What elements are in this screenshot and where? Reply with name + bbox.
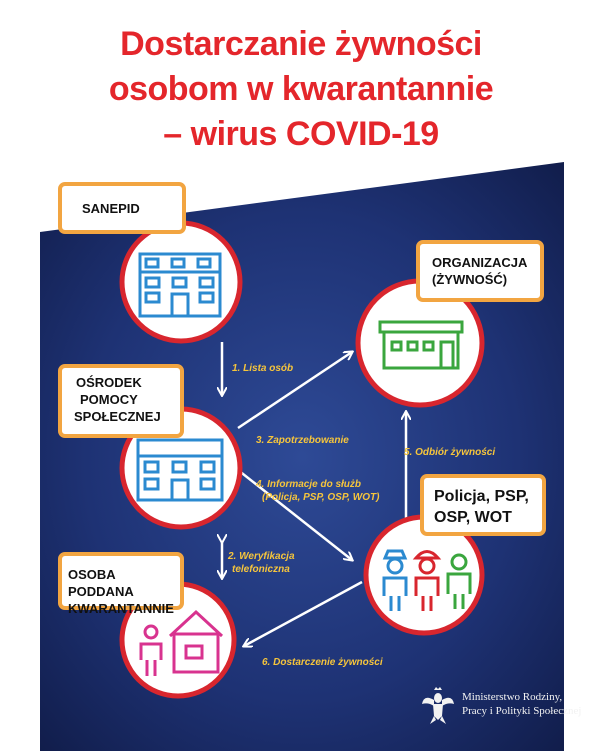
ministry-name [462, 690, 581, 718]
step-5-label: 5. Odbiór żywności [404, 447, 496, 458]
sanepid-label [58, 182, 186, 234]
organizacja-line-1: ORGANIZACJA [432, 255, 528, 270]
ops-line-1: OŚRODEK [76, 375, 142, 390]
step-4-line-1: 4. Informacje do służb [256, 479, 362, 490]
ministry-line-1: Ministerstwo Rodziny, [462, 691, 563, 703]
sanepid-text: SANEPID [82, 201, 140, 216]
step-4-line-2: (Policja, PSP, OSP, WOT) [262, 492, 380, 503]
organizacja-label [416, 240, 544, 302]
sluzby-label [420, 474, 546, 536]
osoba-line-1: OSOBA PODDANA [68, 567, 134, 599]
title-line-3: – wirus COVID-19 [163, 115, 439, 153]
ministry-logo [418, 684, 598, 728]
ops-line-3: SPOŁECZNEJ [74, 409, 161, 424]
osoba-label [58, 552, 184, 616]
step-2-label [228, 550, 295, 576]
ops-label [58, 364, 184, 438]
sluzby-line-2: OSP, WOT [434, 509, 512, 526]
step-2-line-1: 2. Weryfikacja [228, 551, 295, 562]
title-line-1: Dostarczanie żywności [120, 25, 482, 63]
step-2-line-2: telefoniczna [232, 564, 290, 575]
organizacja-line-2: (ŻYWNOŚĆ) [432, 272, 508, 287]
ops-line-2: POMOCY [80, 392, 138, 407]
step-1-label: 1. Lista osób [232, 363, 294, 374]
ministry-line-2: Pracy i Polityki Społecznej [462, 705, 582, 717]
eagle-emblem-icon [420, 686, 456, 726]
sluzby-line-1: Policja, PSP, [434, 488, 529, 505]
step-6-label: 6. Dostarczenie żywności [262, 657, 383, 668]
step-3-label: 3. Zapotrzebowanie [256, 435, 349, 446]
step-4-label [256, 478, 379, 504]
title-line-2: osobom w kwarantannie [108, 70, 494, 108]
osoba-line-2: KWARANTANNIE [68, 601, 174, 616]
page-title [0, 22, 602, 157]
